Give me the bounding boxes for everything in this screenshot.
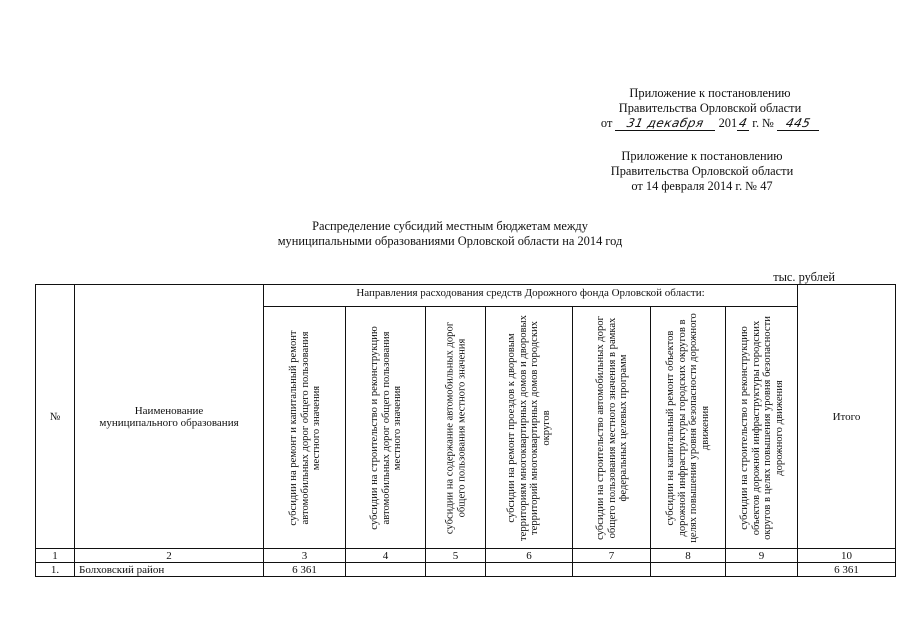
row-total: 6 361 — [798, 563, 896, 577]
column-number: 6 — [486, 549, 573, 563]
row-num: 1. — [36, 563, 75, 577]
appendix-current-number-label: г. № — [752, 116, 774, 130]
handwritten-date: 31 декабря — [615, 117, 715, 131]
header-col-3: субсидии на ремонт и капитальный ремонт автомобильных дорог общего пользования местного значения — [264, 307, 346, 549]
header-col-7: субсидии на строительство автомобильных дорог общего пользования местного значения в рамках федеральных целевых программ — [573, 307, 651, 549]
header-col-6: субсидии на ремонт проездов к дворовым территориям многоквартирных домов и дворовых территорий многоквартирных домов городских округов — [486, 307, 573, 549]
title-line1: Распределение субсидий местным бюджетам между — [312, 219, 588, 233]
row-value — [651, 563, 726, 577]
header-total: Итого — [798, 285, 896, 549]
header-col-9: субсидии на строительство и реконструкцию объектов дорожной инфраструктуры городских округов в целях повышения уровня безопасности дорожного движения — [726, 307, 798, 549]
appendix-previous — [552, 149, 852, 194]
title-line2: муниципальными образованиями Орловской области на 2014 год — [277, 234, 623, 248]
header-col-8: субсидии на капитальный ремонт объектов дорожной инфраструктуры городских округов в целях повышения уровня безопасности дорожного движения — [651, 307, 726, 549]
column-number: 3 — [264, 549, 346, 563]
header-num: № — [36, 285, 75, 549]
appendix-previous-line3: от 14 февраля 2014 г. № 47 — [631, 179, 773, 193]
column-number: 2 — [75, 549, 264, 563]
column-number: 8 — [651, 549, 726, 563]
appendix-current-year: 2014 — [718, 116, 749, 130]
column-number: 7 — [573, 549, 651, 563]
header-group: Направления расходования средств Дорожного фонда Орловской области: — [264, 285, 798, 307]
appendix-previous-line1: Приложение к постановлению — [621, 149, 783, 163]
appendix-current-line1: Приложение к постановлению — [629, 86, 791, 100]
column-number-row — [36, 549, 896, 563]
header-col-5: субсидии на содержание автомобильных дорог общего пользования местного значения — [426, 307, 486, 549]
appendix-current-prefix: от — [600, 116, 613, 130]
units-label: тыс. рублей — [773, 270, 835, 284]
header-name: Наименование муниципального образования — [75, 285, 264, 549]
row-value — [573, 563, 651, 577]
appendix-current-date-line — [560, 116, 860, 131]
row-name: Болховский район — [75, 563, 264, 577]
column-number: 1 — [36, 549, 75, 563]
row-value — [486, 563, 573, 577]
column-number: 9 — [726, 549, 798, 563]
row-value — [426, 563, 486, 577]
appendix-current — [560, 86, 860, 131]
row-value — [726, 563, 798, 577]
appendix-current-line2: Правительства Орловской области — [618, 101, 802, 115]
appendix-previous-line2: Правительства Орловской области — [610, 164, 794, 178]
table-row — [36, 563, 896, 577]
header-row-1 — [36, 285, 896, 307]
row-value — [346, 563, 426, 577]
header-col-4: субсидии на строительство и реконструкцию автомобильных дорог общего пользования местного значения — [346, 307, 426, 549]
row-value: 6 361 — [264, 563, 346, 577]
document-title — [190, 219, 710, 249]
column-number: 4 — [346, 549, 426, 563]
column-number: 5 — [426, 549, 486, 563]
handwritten-number: 445 — [777, 117, 819, 131]
subsidy-table — [35, 284, 896, 577]
column-number: 10 — [798, 549, 896, 563]
